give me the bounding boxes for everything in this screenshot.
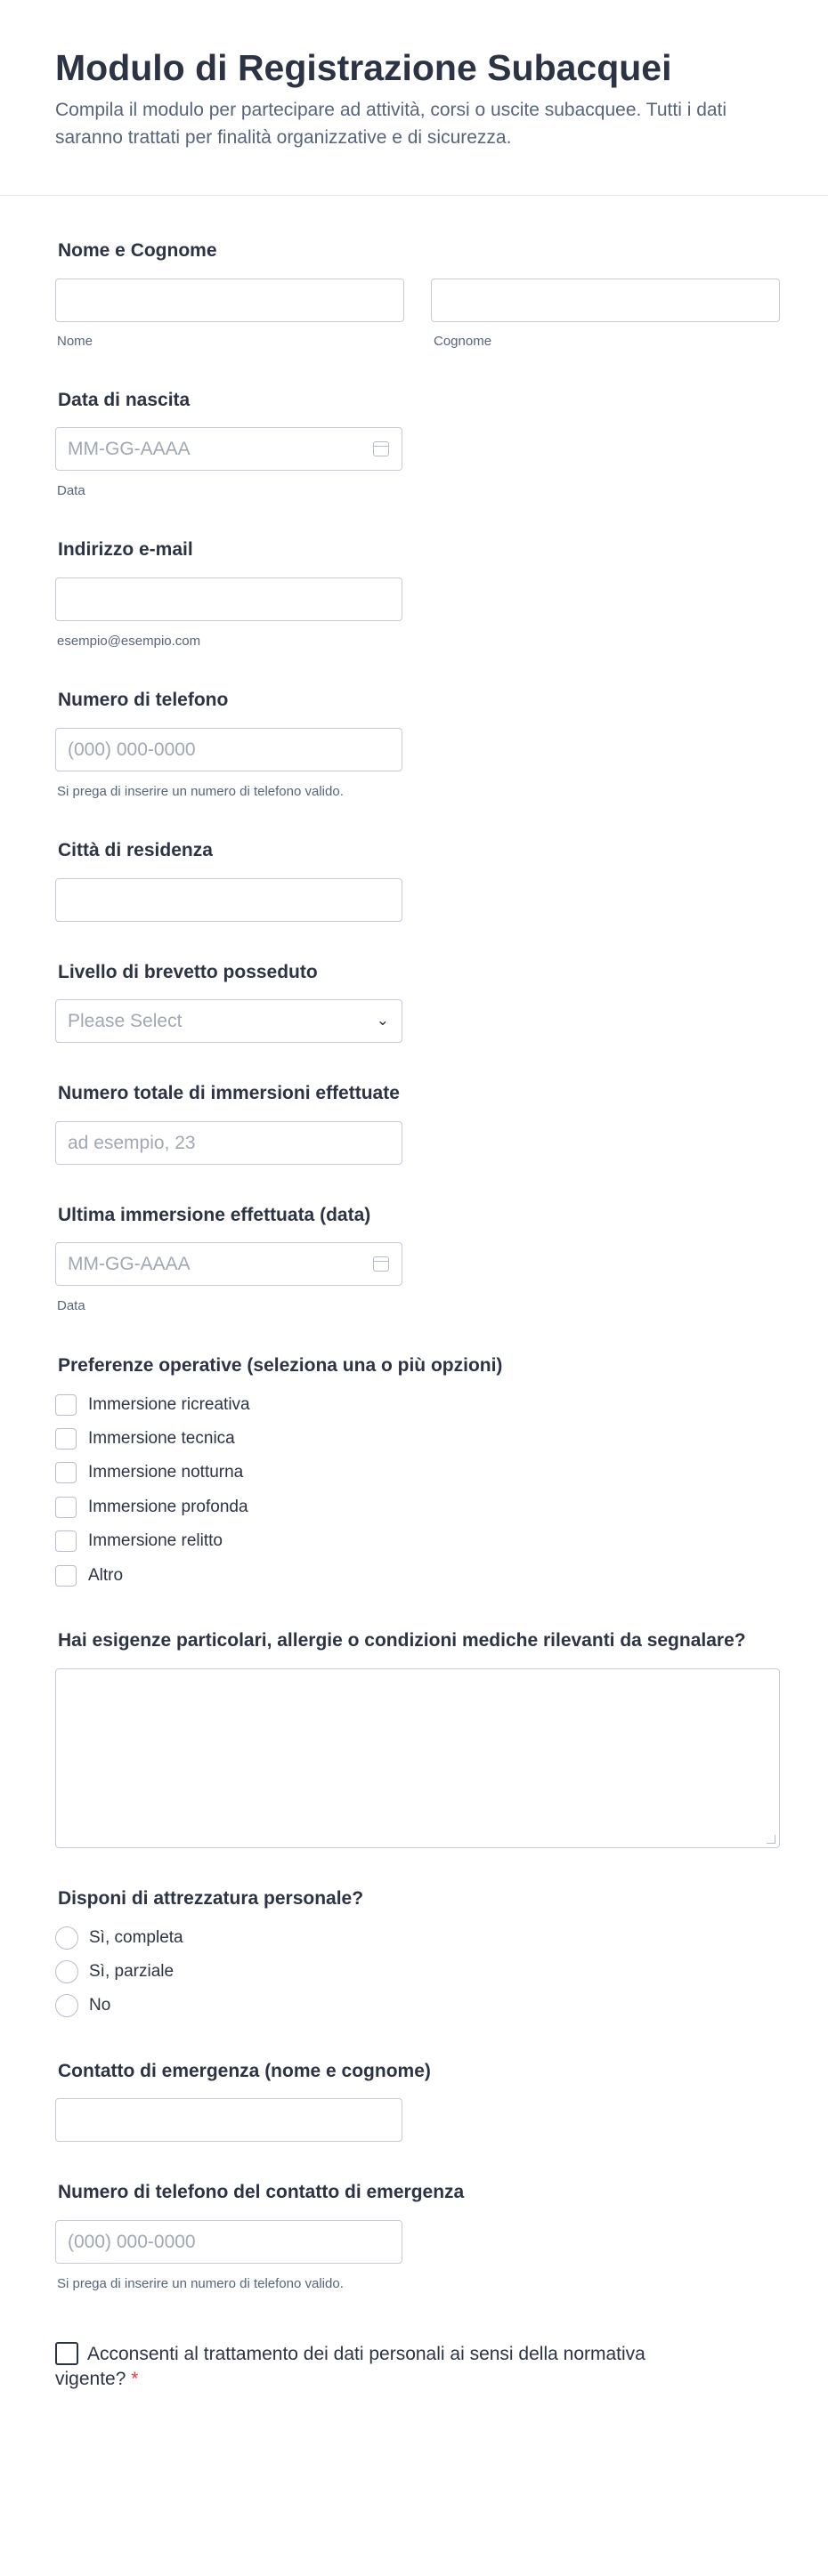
- radio-button[interactable]: [55, 1926, 78, 1950]
- email-label: Indirizzo e-mail: [58, 539, 193, 560]
- city-label: Città di residenza: [58, 840, 213, 860]
- option-label: Sì, parziale: [89, 1962, 175, 1981]
- preference-option[interactable]: [55, 1564, 123, 1587]
- license-label: Livello di brevetto posseduto: [58, 962, 318, 982]
- form-header: [0, 0, 828, 196]
- checkbox[interactable]: [55, 1462, 77, 1483]
- calendar-icon[interactable]: [373, 1256, 389, 1272]
- checkbox[interactable]: [55, 1497, 77, 1518]
- option-label: Sì, completa: [89, 1928, 183, 1947]
- medical-label: Hai esigenze particolari, allergie o condizioni mediche rilevanti da segnalare?: [58, 1630, 746, 1651]
- option-label: No: [89, 1996, 111, 2015]
- phone-input[interactable]: [55, 728, 402, 771]
- option-label: Immersione tecnica: [88, 1429, 235, 1448]
- checkbox[interactable]: [55, 1428, 77, 1450]
- form-subtitle: Compila il modulo per partecipare ad attività, corsi o uscite subacquee. Tutti i dati saranno trattati per finalità organizzative e di sicurezza.: [55, 100, 727, 148]
- radio-button[interactable]: [55, 1994, 78, 2017]
- emergency-contact-label: Contatto di emergenza (nome e cognome): [58, 2061, 431, 2081]
- last-name-input[interactable]: [431, 279, 780, 322]
- equipment-option[interactable]: [55, 1926, 183, 1950]
- chevron-down-icon: ⌄: [376, 1012, 389, 1029]
- medical-textarea[interactable]: [55, 1668, 780, 1848]
- first-name-input[interactable]: [55, 279, 404, 322]
- equipment-option[interactable]: [55, 1994, 110, 2017]
- first-name-sublabel: Nome: [57, 334, 93, 349]
- last-dive-date-input[interactable]: [55, 1242, 402, 1286]
- option-label: Immersione ricreativa: [88, 1395, 250, 1414]
- checkbox[interactable]: [55, 1530, 77, 1552]
- birth-date-placeholder: MM-GG-AAAA: [68, 439, 191, 459]
- required-mark: *: [131, 2369, 139, 2389]
- option-label: Altro: [88, 1566, 124, 1585]
- resize-handle-icon[interactable]: [767, 1835, 775, 1844]
- license-selected-value: Please Select: [68, 1011, 183, 1031]
- form-title: Modulo di Registrazione Subacquei: [55, 47, 672, 88]
- preferences-label: Preferenze operative (seleziona una o più opzioni): [58, 1355, 503, 1376]
- emergency-contact-input[interactable]: [55, 2098, 402, 2142]
- option-label: Immersione relitto: [88, 1531, 223, 1550]
- email-sublabel: esempio@esempio.com: [57, 634, 201, 649]
- preference-option[interactable]: [55, 1427, 235, 1450]
- checkbox[interactable]: [55, 1394, 77, 1416]
- option-label: Immersione profonda: [88, 1498, 248, 1516]
- last-dive-placeholder: MM-GG-AAAA: [68, 1254, 191, 1274]
- radio-button[interactable]: [55, 1960, 78, 1983]
- consent-text: Acconsenti al trattamento dei dati personali ai sensi della normativa vigente?: [55, 2344, 645, 2389]
- option-label: Immersione notturna: [88, 1463, 244, 1482]
- emergency-phone-input[interactable]: [55, 2220, 402, 2264]
- consent-checkbox[interactable]: [55, 2342, 78, 2365]
- emergency-phone-label: Numero di telefono del contatto di emergenza: [58, 2182, 465, 2202]
- email-field[interactable]: [55, 577, 402, 621]
- emergency-phone-sublabel: Si prega di inserire un numero di telefono valido.: [57, 2276, 344, 2291]
- dives-count-input[interactable]: [55, 1121, 402, 1165]
- preference-option[interactable]: [55, 1393, 250, 1417]
- equipment-label: Disponi di attrezzatura personale?: [58, 1888, 364, 1909]
- last-name-sublabel: Cognome: [434, 334, 492, 349]
- equipment-option[interactable]: [55, 1960, 174, 1983]
- phone-placeholder: (000) 000-0000: [68, 739, 196, 760]
- name-label: Nome e Cognome: [58, 240, 217, 261]
- dives-count-placeholder: ad esempio, 23: [68, 1133, 196, 1153]
- city-input[interactable]: [55, 878, 402, 922]
- preference-option[interactable]: [55, 1461, 243, 1484]
- last-dive-label: Ultima immersione effettuata (data): [58, 1205, 371, 1225]
- checkbox[interactable]: [55, 1565, 77, 1587]
- phone-label: Numero di telefono: [58, 690, 229, 710]
- birth-date-sublabel: Data: [57, 483, 85, 498]
- phone-sublabel: Si prega di inserire un numero di telefono valido.: [57, 784, 344, 799]
- dives-count-label: Numero totale di immersioni effettuate: [58, 1083, 400, 1103]
- preference-option[interactable]: [55, 1530, 223, 1553]
- last-dive-sublabel: Data: [57, 1298, 85, 1313]
- consent-field: [55, 2342, 678, 2392]
- emergency-phone-placeholder: (000) 000-0000: [68, 2232, 196, 2252]
- license-select[interactable]: [55, 999, 402, 1043]
- calendar-icon[interactable]: [373, 441, 389, 456]
- birth-date-input[interactable]: [55, 427, 402, 471]
- birth-date-label: Data di nascita: [58, 390, 191, 410]
- preference-option[interactable]: [55, 1496, 248, 1519]
